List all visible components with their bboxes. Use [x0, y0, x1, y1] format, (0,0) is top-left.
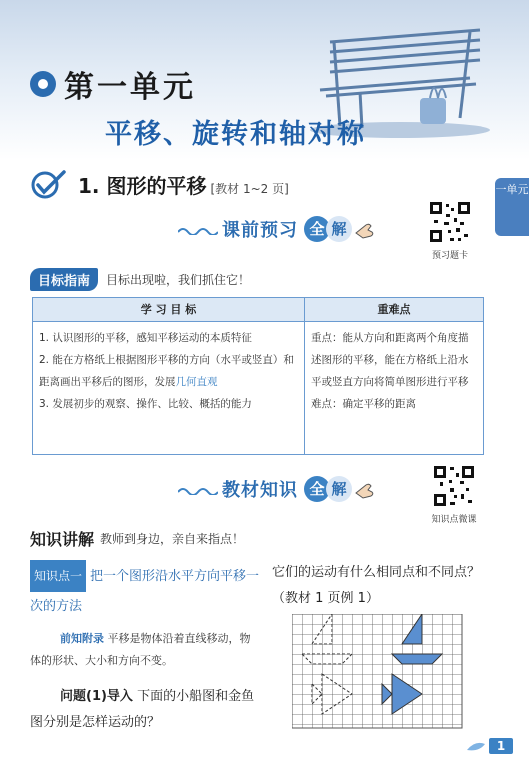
- pre-knowledge-text: 平移是物体沿着直线移动，物体的形状、大小和方向不变。: [30, 632, 251, 667]
- objective-item: 3. 发展初步的观察、操作、比较、概括的能力: [39, 398, 252, 410]
- pre-knowledge-label: 前知附录: [60, 632, 104, 645]
- knowledge-point-tag: 知识点一: [30, 560, 86, 592]
- objective-highlight: 几何直观: [175, 376, 218, 388]
- unit-side-tab[interactable]: 一单元: [495, 178, 529, 236]
- right-question: 它们的运动有什么相同点和不同点？（教材 1 页例 1）: [272, 565, 481, 606]
- qr-label-preview: 预习题卡: [431, 251, 468, 261]
- goal-guide-label: 目标指南: [30, 268, 98, 291]
- question-label: 问题(1)导入: [60, 689, 133, 704]
- leaf-decoration-icon: [465, 740, 487, 752]
- preview-banner: [178, 216, 376, 242]
- unit-bullet-icon: [30, 71, 56, 97]
- lesson-title: 1. 图形的平移: [78, 174, 207, 198]
- qr-code-micro-lesson[interactable]: [432, 464, 476, 508]
- objective-item: 2. 能在方格纸上根据图形平移的方向（水平或竖直）和距离画出平移后的图形，发展几何直观: [39, 354, 294, 388]
- page-number-box: 1: [489, 738, 513, 754]
- goal-table-header: [33, 298, 483, 322]
- knowledge-point-title: 把一个图形沿水平方向平移一次的方法: [30, 569, 260, 614]
- objectives-cell: [33, 322, 305, 454]
- pre-knowledge: [30, 628, 260, 672]
- key-points-cell: [305, 322, 483, 454]
- pointing-hand-icon: [354, 219, 376, 239]
- textbook-banner-text: 教材知识: [222, 480, 298, 501]
- question-text: 下面的小船图和金鱼图分别是怎样运动的？: [30, 689, 255, 730]
- goal-guide-note: 目标出现啦，我们抓住它！: [106, 273, 251, 287]
- goal-table-body: [33, 322, 483, 454]
- subject-title: 平移、旋转和轴对称: [105, 119, 366, 150]
- page-number: [465, 738, 513, 754]
- preview-banner-char-2: 解: [326, 216, 352, 242]
- pointing-hand-icon: [354, 479, 376, 499]
- textbook-banner: [178, 476, 376, 502]
- knowledge-point: [30, 560, 260, 622]
- textbook-banner-char-1: 全: [304, 476, 330, 502]
- wave-decoration-icon: [178, 223, 218, 235]
- checkmark-icon: [30, 170, 68, 200]
- knowledge-explain-label: 知识讲解: [30, 530, 95, 549]
- preview-banner-text: 课前预习: [222, 220, 298, 241]
- objective-item: 1. 认识图形的平移，感知平移运动的本质特征: [39, 332, 252, 344]
- preview-banner-char-1: 全: [304, 216, 330, 242]
- grid-figure: [292, 614, 464, 730]
- goal-table-header-objectives: 学 习 目 标: [33, 298, 305, 321]
- difficult-point: 难点：确定平移的距离: [311, 398, 416, 410]
- lesson-heading: [30, 170, 289, 200]
- question-intro: [30, 684, 260, 736]
- unit-heading: 第一单元: [64, 70, 196, 105]
- qr-label-micro-lesson: 知识点微课: [431, 515, 477, 525]
- lesson-textbook-ref: [教材 1~2 页]: [210, 182, 289, 196]
- key-point: 重点：能从方向和距离两个角度描述图形的平移，能在方格纸上沿水平或竖直方向将简单图形进行平移: [311, 332, 469, 388]
- knowledge-explain: [30, 527, 244, 550]
- wave-decoration-icon: [178, 483, 218, 495]
- goal-guide: [30, 268, 250, 291]
- goal-table: [32, 297, 484, 455]
- goal-table-header-key-points: 重难点: [377, 303, 411, 316]
- unit-title: [30, 62, 196, 106]
- qr-code-preview[interactable]: [428, 200, 472, 244]
- knowledge-explain-note: 教师到身边，亲自来指点！: [100, 532, 245, 546]
- textbook-banner-char-2: 解: [326, 476, 352, 502]
